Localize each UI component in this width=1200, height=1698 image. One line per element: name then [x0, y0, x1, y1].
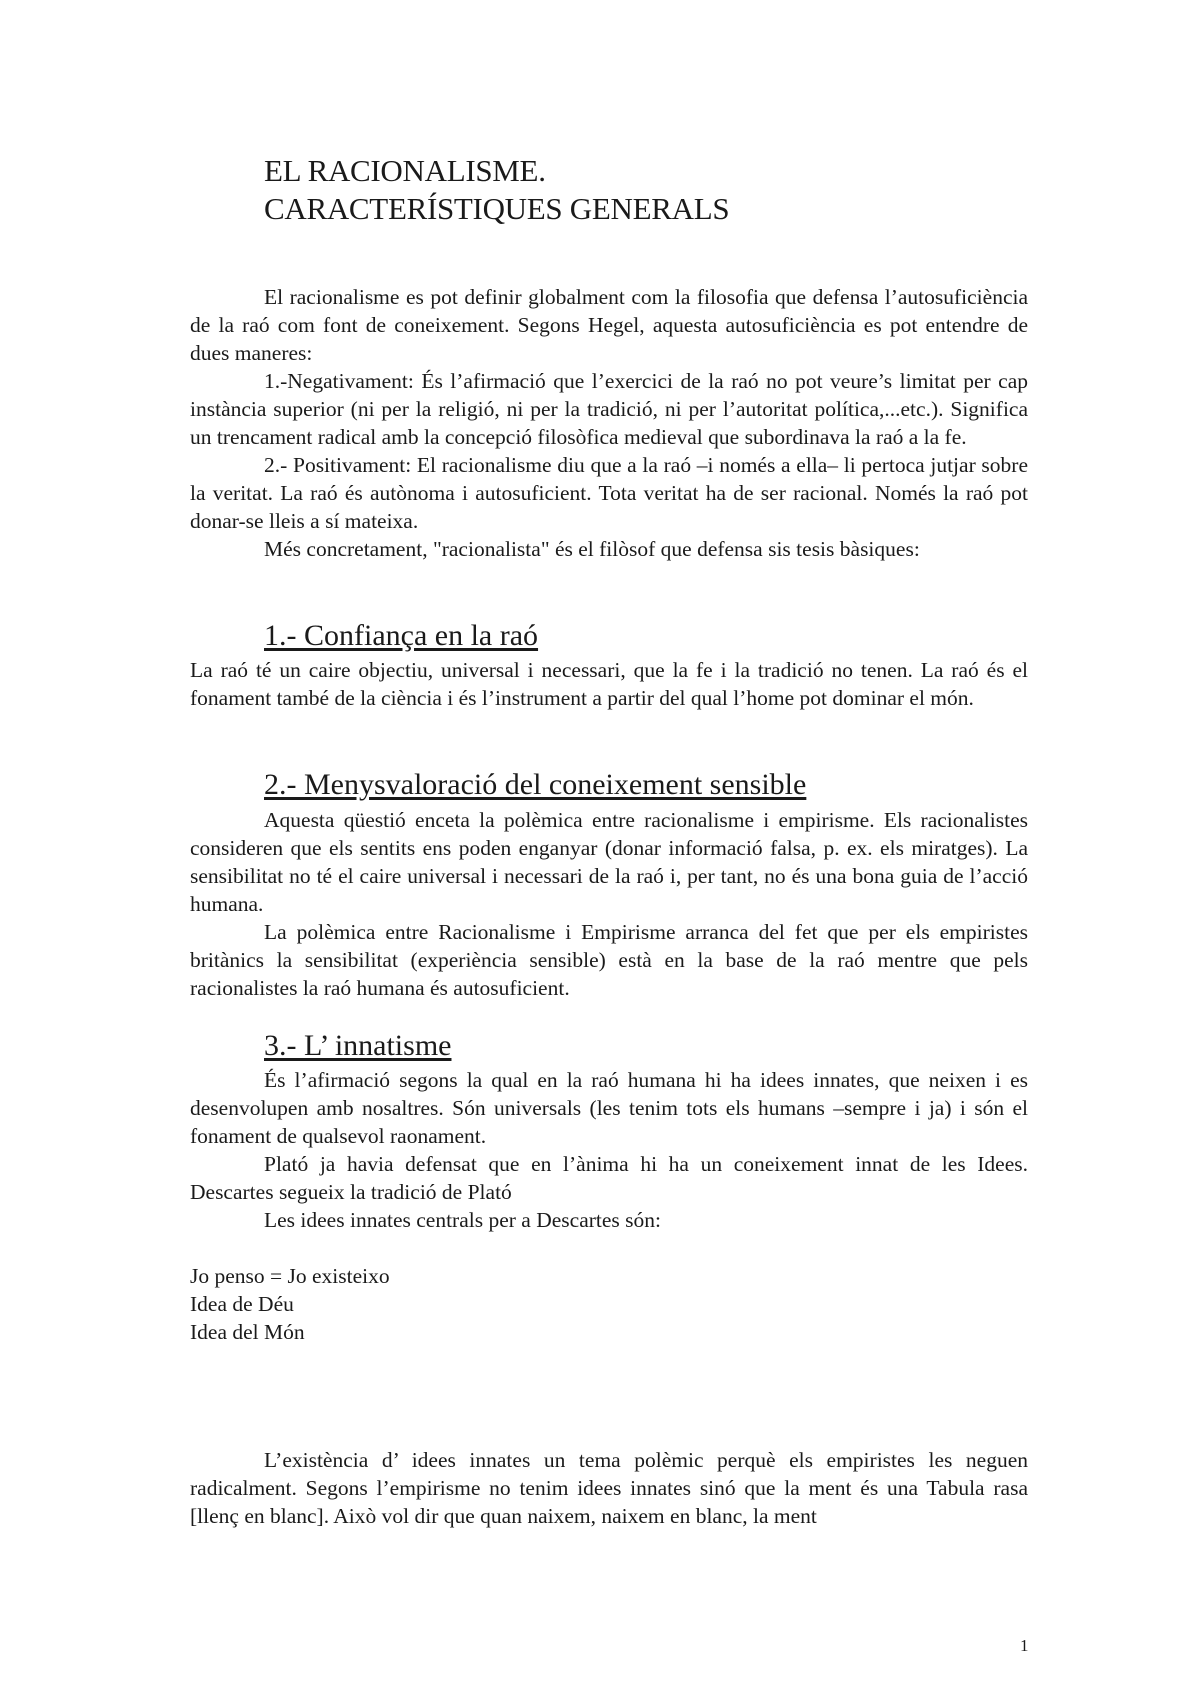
- section-3-paragraph-3: Les idees innates centrals per a Descartes són:: [264, 1208, 661, 1232]
- section-3-body: [190, 1066, 1028, 1346]
- page-number: 1: [1020, 1636, 1029, 1655]
- intro-block: [190, 283, 1028, 563]
- section-2-paragraph-1: Aquesta qüestió enceta la polèmica entre racionalisme i empirisme. Els racionalistes consideren que els sentits ens poden enganyar (donar informació falsa, p. ex. els miratges). La sensibilitat no té el caire universal i necessari de la raó i, per tant, no és una bona guia de l’acció humana.: [190, 808, 1028, 916]
- document-title: [264, 152, 1024, 228]
- intro-positive-point: 2.- Positivament: El racionalisme diu que a la raó –i només a ella– li pertoca jutjar sobre la veritat. La raó és autònoma i autosuficient. Tota veritat ha de ser racional. Només la raó pot donar-se lleis a sí mateixa.: [190, 453, 1028, 533]
- innate-idea-item: Jo penso = Jo existeixo: [190, 1264, 390, 1288]
- section-2-body: [190, 806, 1028, 1002]
- intro-negative-point: 1.-Negativament: És l’afirmació que l’exercici de la raó no pot veure’s limitat per cap instància superior (ni per la religió, ni per la tradició, ni per l’autoritat política,...etc.). Significa un trencament radical amb la concepció filosòfica medieval que subordinava la raó a la fe.: [190, 369, 1028, 449]
- innate-idea-item: Idea de Déu: [190, 1292, 294, 1316]
- section-3-paragraph-2: Plató ja havia defensat que en l’ànima hi ha un coneixement innat de les Idees. Descartes segueix la tradició de Plató: [190, 1152, 1028, 1204]
- intro-paragraph: El racionalisme es pot definir globalment com la filosofia que defensa l’autosuficiència de la raó com font de coneixement. Segons Hegel, aquesta autosuficiència es pot entendre de dues maneres:: [190, 285, 1028, 365]
- section-1-paragraph: La raó té un caire objectiu, universal i necessari, que la fe i la tradició no tenen. La raó és el fonament també de la ciència i és l’instrument a partir del qual l’home pot dominar el món.: [190, 658, 1028, 710]
- title-line-2: CARACTERÍSTIQUES GENERALS: [264, 191, 730, 226]
- section-3-paragraph-1: És l’afirmació segons la qual en la raó humana hi ha idees innates, que neixen i es desenvolupen amb nosaltres. Són universals (les tenim tots els humans –sempre i ja) i són el fonament de qualsevol raonament.: [190, 1068, 1028, 1148]
- intro-theses-line: Més concretament, "racionalista" és el filòsof que defensa sis tesis bàsiques:: [264, 537, 920, 561]
- section-2-paragraph-2: La polèmica entre Racionalisme i Empirisme arranca del fet que per els empiristes britànics la sensibilitat (experiència sensible) està en la base de la raó mentre que pels racionalistes la raó humana és autosuficient.: [190, 920, 1028, 1000]
- section-3-heading: 3.- L’ innatisme: [264, 1029, 452, 1062]
- section-3-closing: [190, 1446, 1028, 1530]
- innate-idea-item: Idea del Món: [190, 1320, 305, 1344]
- title-line-1: EL RACIONALISME.: [264, 153, 546, 188]
- section-1-body: [190, 656, 1028, 712]
- section-2-heading: 2.- Menysvaloració del coneixement sensible: [264, 768, 807, 801]
- section-1-heading: 1.- Confiança en la raó: [264, 619, 539, 652]
- closing-paragraph: L’existència d’ idees innates un tema polèmic perquè els empiristes les neguen radicalment. Segons l’empirisme no tenim idees innates sinó que la ment és una Tabula rasa [llenç en blanc]. Això vol dir que quan naixem, naixem en blanc, la ment: [190, 1448, 1028, 1528]
